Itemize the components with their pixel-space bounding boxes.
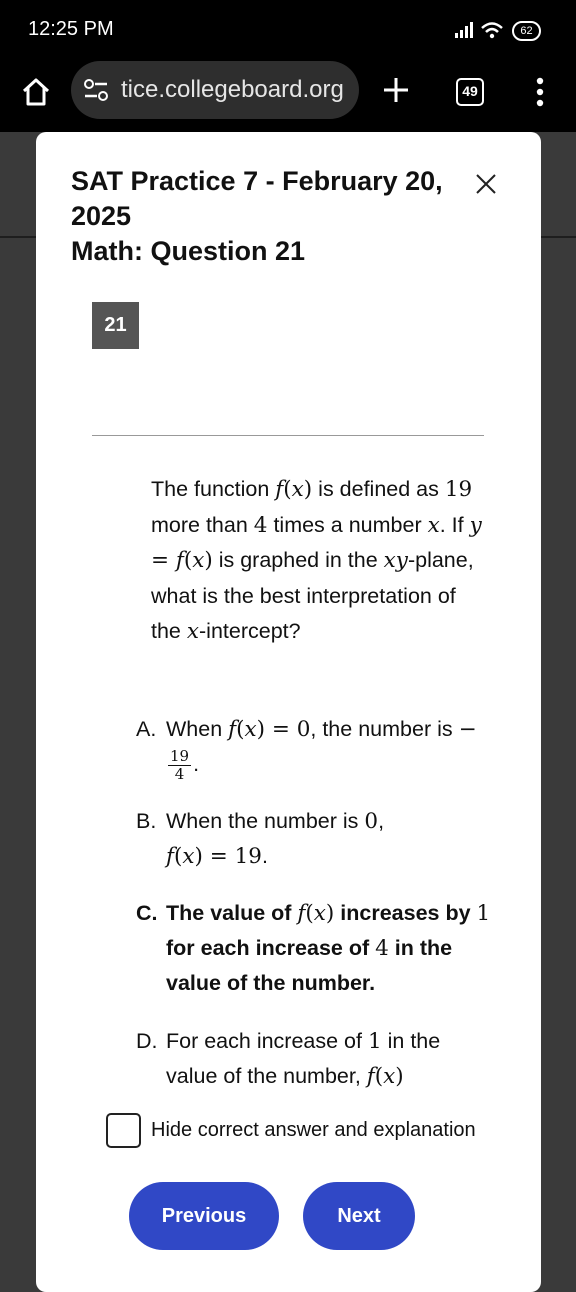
fraction: $\frac{19}{4}$ <box>170 746 190 783</box>
question-heading: Math: Question 21 <box>71 236 306 266</box>
question-number-badge: 21 <box>92 302 139 349</box>
site-settings-icon[interactable] <box>83 78 109 102</box>
hide-answer-toggle[interactable] <box>106 1113 526 1149</box>
tab-count: 49 <box>462 83 478 99</box>
home-icon[interactable] <box>20 76 52 108</box>
practice-title: SAT Practice 7 - February 20, 2025 <box>71 166 443 231</box>
answer-letter: C. <box>136 901 158 925</box>
answer-letter: B. <box>136 809 157 833</box>
hide-answer-checkbox[interactable] <box>106 1113 141 1148</box>
question-modal <box>36 132 541 1292</box>
status-time: 12:25 PM <box>28 18 114 40</box>
address-bar[interactable] <box>71 61 359 119</box>
answer-choices <box>136 712 496 1089</box>
close-icon[interactable] <box>474 172 498 196</box>
answer-text: For each increase of 1 in the value of the number, f(x) <box>166 1029 441 1089</box>
divider <box>92 435 484 436</box>
answer-text: When the number is 0, f(x) = 19. <box>166 809 385 869</box>
url-text: tice.collegeboard.org <box>121 76 344 103</box>
more-menu-icon[interactable] <box>532 76 548 108</box>
hide-answer-label: Hide correct answer and explanation <box>151 1119 476 1141</box>
battery-icon <box>512 21 541 41</box>
answer-text: The value of f(x) increases by 1 for each increase of 4 in the value of the number. <box>166 901 491 995</box>
wifi-icon <box>480 20 504 40</box>
answer-text: When f(x) = 0, the number is − $\frac{19}{4}$ . <box>166 717 477 783</box>
previous-button[interactable]: Previous <box>129 1182 279 1250</box>
answer-letter: D. <box>136 1029 158 1053</box>
next-button[interactable]: Next <box>303 1182 415 1250</box>
question-text: The function f(x) is defined as 19 more than 4 times a number x. If y = f(x) is graphed in the xy-plane, what is the best interpretation of the x-intercept? <box>151 477 482 644</box>
browser-toolbar <box>0 60 576 132</box>
signal-icon <box>455 22 475 38</box>
status-bar <box>0 0 576 60</box>
tab-switcher-button[interactable] <box>456 78 484 106</box>
answer-letter: A. <box>136 717 157 741</box>
modal-title <box>71 164 461 269</box>
new-tab-icon[interactable] <box>382 76 410 104</box>
battery-level: 62 <box>520 25 533 37</box>
